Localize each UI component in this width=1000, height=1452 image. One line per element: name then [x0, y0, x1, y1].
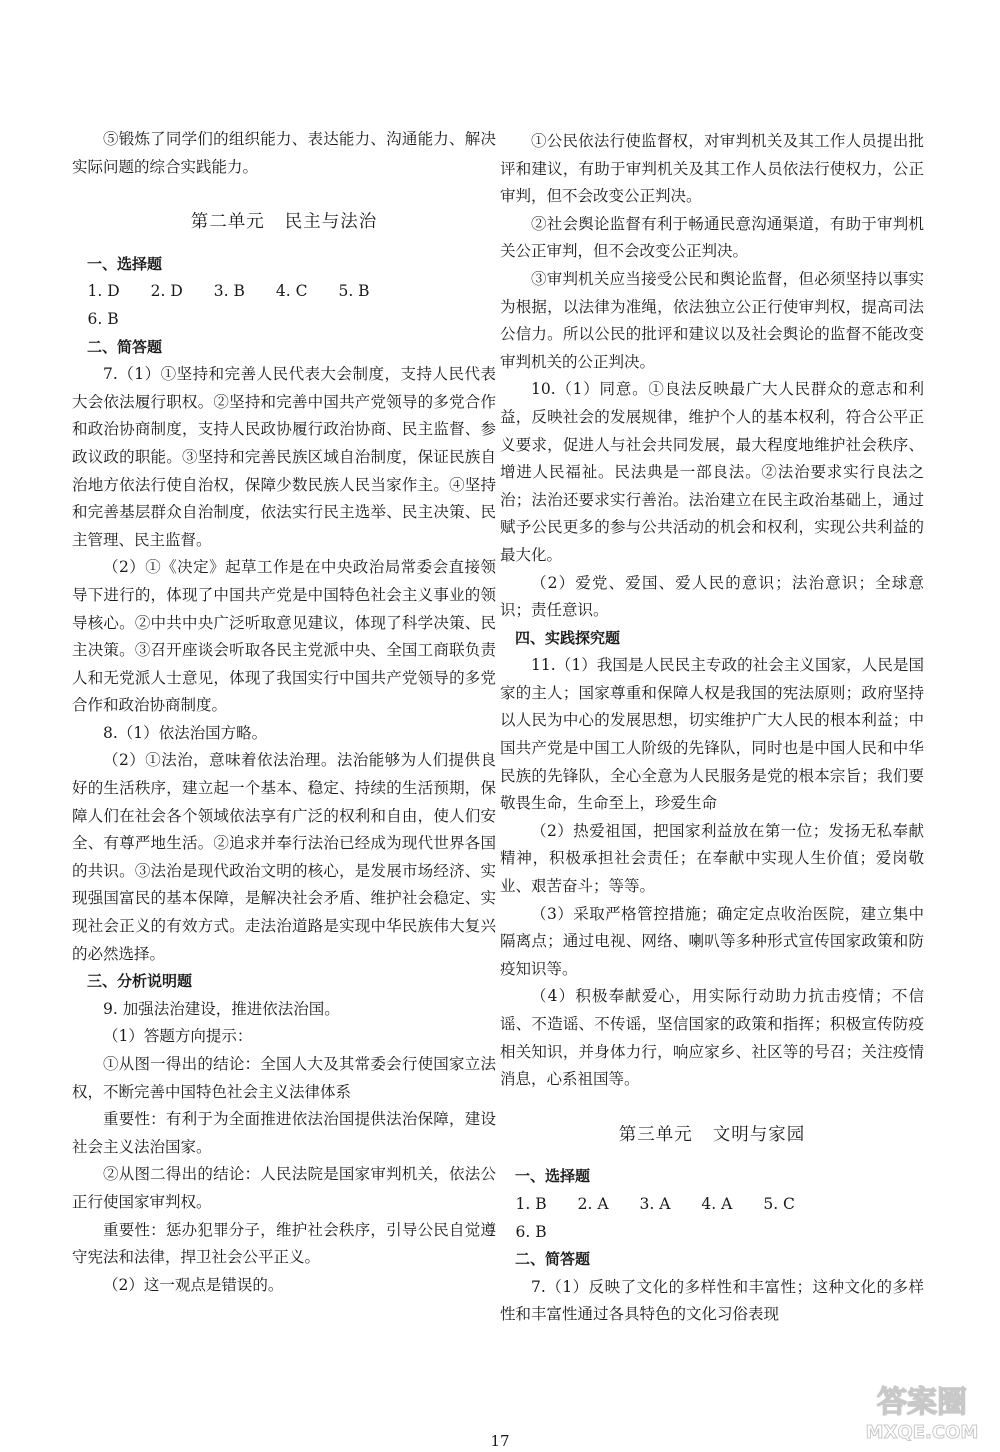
choice-answers: 6. B	[515, 1222, 547, 1241]
watermark-text: 答案圈	[877, 1385, 967, 1420]
answer-paragraph: （2）爱党、爱国、爱人民的意识；法治意识；全球意识；责任意识。	[500, 573, 924, 620]
unit-name: 文明与家园	[712, 1124, 806, 1145]
unit-title	[500, 1122, 924, 1150]
answer-paragraph: （2）这一观点是错误的。	[103, 1275, 284, 1294]
unit-name: 民主与法治	[284, 212, 378, 233]
answer-paragraph: ①从图一得出的结论：全国人大及其常委会行使国家立法权，不断完善中国特色社会主义法律体系	[72, 1055, 496, 1101]
section-heading: 一、选择题	[87, 254, 163, 273]
answer-paragraph: （1）答题方向提示：	[103, 1027, 253, 1046]
answer-paragraph: 重要性：有利于为全面推进依法治国提供法治保障，建设社会主义法治国家。	[72, 1110, 496, 1156]
answer-paragraph: （2）①法治，意味着依法治理。法治能够为人们提供良好的生活秩序，建立起一个基本、稳定、持续的生活预期，保障人们在社会各个领域依法享有广泛的权利和自由，使人们安全、有尊严地生活。②追求并奉行法治已经成为现代世界各国的共识。③法治是现代政治文明的核心，是发展市场经济、实现强国富民的基本保障，是解决社会矛盾、维护社会稳定、实现社会正义的有效方式。走法治道路是实现中华民族伟大复兴的必然选择。	[72, 751, 496, 963]
section-heading: 二、简答题	[515, 1250, 591, 1269]
unit-number: 第二单元	[190, 212, 265, 233]
watermark-url: MXQE.COM	[865, 1422, 979, 1443]
answer-paragraph: （2）热爱祖国，把国家利益放在第一位；发扬无私奉献精神，积极承担社会责任；在奉献中实现人生价值；爱岗敬业、艰苦奋斗；等等。	[500, 821, 924, 896]
answer-paragraph: ②从图二得出的结论：人民法院是国家审判机关，依法公正行使国家审判权。	[72, 1165, 496, 1211]
choice-answers: 1. B 2. A 3. A 4. A 5. C	[515, 1194, 795, 1213]
left-column	[72, 126, 496, 1299]
choice-answers: 6. B	[87, 309, 119, 328]
answer-paragraph: （3）采取严格管控措施；确定定点收治医院，建立集中隔离点；通过电视、网络、喇叭等多种形式宣传国家政策和防疫知识等。	[500, 904, 924, 978]
answer-paragraph: ①公民依法行使监督权，对审判机关及其工作人员提出批评和建议，有助于审判机关及其工作人员依法行使权力，公正审判，但不会改变公正判决。	[500, 132, 924, 206]
answer-paragraph: 10.（1）同意。①良法反映最广大人民群众的意志和利益，反映社会的发展规律，维护个人的基本权利，符合公平正义要求，促进人与社会共同发展，最大程度地维护社会秩序、增进人民福祉。民法典是一部良法。②法治要求实行良法之治；法治还要求实行善治。法治建立在民主政治基础上，通过赋予公民更多的参与公共活动的机会和权利，实现公共利益的最大化。	[500, 380, 924, 564]
choice-answers: 1. D 2. D 3. B 4. C 5. B	[87, 282, 370, 301]
unit-title	[72, 209, 496, 237]
answer-paragraph: 7.（1）反映了文化的多样性和丰富性；这种文化的多样性和丰富性通过各具特色的文化习俗表现	[500, 1277, 924, 1324]
answer-paragraph: （4）积极奉献爱心，用实际行动助力抗击疫情；不信谣、不造谣、不传谣，坚信国家的政策和指挥；积极宣传防疫相关知识，并身体力行，响应家乡、社区等的号召；关注疫情消息，心系祖国等。	[500, 987, 924, 1089]
answer-paragraph: ③审判机关应当接受公民和舆论监督，但必须坚持以事实为根据，以法律为准绳，依法独立公正行使审判权，提高司法公信力。所以公民的批评和建议以及社会舆论的监督不能改变审判机关的公正判决。	[500, 269, 924, 371]
unit-number: 第三单元	[618, 1124, 693, 1145]
answer-paragraph: 重要性：惩办犯罪分子，维护社会秩序，引导公民自觉遵守宪法和法律，捍卫社会公平正义。	[72, 1220, 496, 1267]
section-heading: 三、分析说明题	[87, 972, 193, 991]
section-heading: 四、实践探究题	[515, 628, 621, 647]
answer-paragraph: 11.（1）我国是人民民主专政的社会主义国家，人民是国家的主人；国家尊重和保障人权是我国的宪法原则；政府坚持以人民为中心的发展思想，切实维护广大人民的根本利益；中国共产党是中国工人阶级的先锋队，同时也是中国人民和中华民族的先锋队，全心全意为人民服务是党的根本宗旨；我们要敬畏生命，生命至上，珍爱生命	[500, 656, 924, 813]
right-column	[500, 128, 924, 1329]
answer-paragraph: （2）①《决定》起草工作是在中央政治局常委会直接领导下进行的，体现了中国共产党是中国特色社会主义事业的领导核心。②中共中央广泛听取意见建议，体现了科学决策、民主决策。③召开座谈会听取各民主党派中央、全国工商联负责人和无党派人士意见，体现了我国实行中国共产党领导的多党合作和政治协商制度。	[72, 558, 496, 715]
paragraph: ⑤锻炼了同学们的组织能力、表达能力、沟通能力、解决实际问题的综合实践能力。	[72, 130, 496, 176]
page-number: 17	[490, 1432, 510, 1450]
section-heading: 二、简答题	[87, 337, 163, 356]
answer-paragraph: 9. 加强法治建设，推进依法治国。	[103, 999, 340, 1018]
answer-paragraph: 7.（1）①坚持和完善人民代表大会制度，支持人民代表大会依法履行职权。②坚持和完善中国共产党领导的多党合作和政治协商制度，支持人民政协履行政治协商、民主监督、参政议政的职能。③坚持和完善民族区域自治制度，保证民族自治地方依法行使自治权，保障少数民族人民当家作主。④坚持和完善基层群众自治制度，依法实行民主选举、民主决策、民主管理、民主监督。	[72, 365, 496, 549]
watermark-logo	[852, 1376, 992, 1446]
answer-paragraph: 8.（1）依法治国方略。	[103, 723, 268, 742]
answer-paragraph: ②社会舆论监督有利于畅通民意沟通渠道，有助于审判机关公正审判，但不会改变公正判决。	[500, 214, 924, 261]
section-heading: 一、选择题	[515, 1167, 591, 1186]
